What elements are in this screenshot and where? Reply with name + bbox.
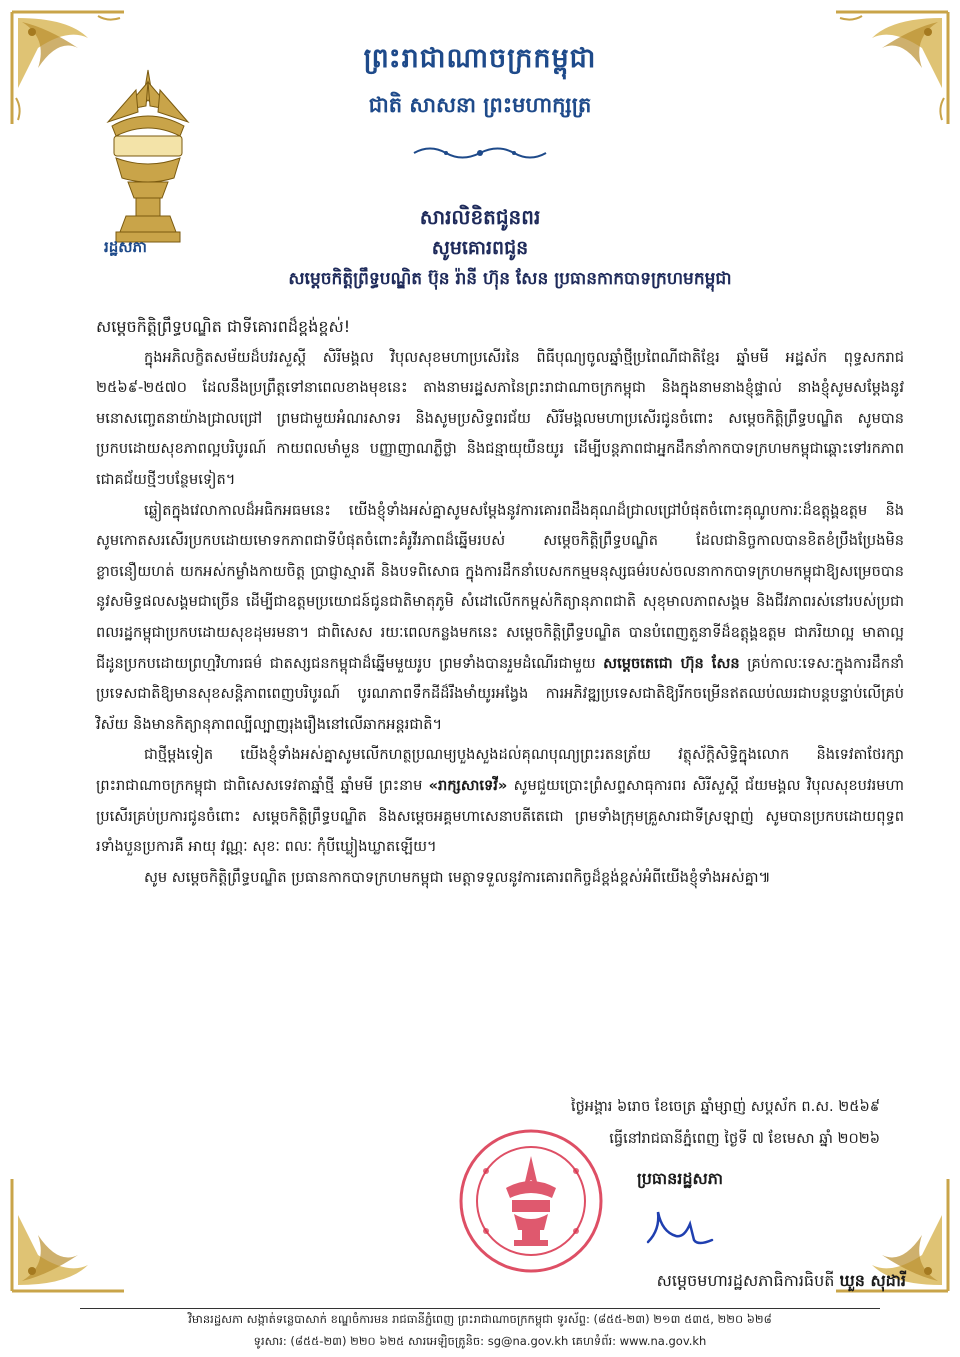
emblem-caption: រដ្ឋសភា bbox=[104, 238, 147, 256]
paragraph-3 bbox=[96, 740, 904, 862]
signatory-title: ប្រធានរដ្ឋសភា bbox=[636, 1169, 723, 1188]
corner-ornament-bottom-left bbox=[8, 1175, 128, 1295]
signatory bbox=[496, 1270, 906, 1294]
paragraph-2 bbox=[96, 496, 904, 741]
salutation: សម្តេចកិត្តិព្រឹទ្ធបណ្ឌិត ជាទីគោរពដ៏ខ្ពង់ខ្ពស់! bbox=[96, 317, 351, 336]
footer-divider bbox=[80, 1308, 880, 1309]
lunar-date: ថ្ងៃអង្គារ ៦រោច ខែចេត្រ ឆ្នាំម្សាញ់ សប្តស័ក ព.ស. ២៥៦៩ bbox=[570, 1099, 880, 1115]
signatory-name: ឃួន សុដារី bbox=[839, 1271, 906, 1290]
paragraph-2-start: ឆ្លៀតក្នុងវេលាកាលដ៏អធិកអធមនេះ យើងខ្ញុំទាំងអស់គ្នាសូមសម្តែងនូវការគោរពដឹងគុណដ៏ជ្រាលជ្រៅបំផុតចំពោះគុណូបការៈដ៏ឧត្តុង្គឧត្តម និងសូមកោតសរសើរប្រកបដោយមោទកភាពជាទីបំផុតចំពោះគំរូវីរភាពដ៏ឆ្នើមរបស់ សម្តេចកិត្តិព្រឹទ្ធបណ្ឌិត ដែលជានិច្ចកាលបានខិតខំប្រឹងប្រែងមិនខ្លាចនឿយហត់ យកអស់កម្លាំងកាយចិត្ត ប្រាជ្ញាស្មារតី និងបទពិសោធ ក្នុងការដឹកនាំបេសកកម្មមនុស្សធម៌របស់ចលនាកាកបាទក្រហមកម្ពុជាឱ្យសម្រេចបាននូវសមិទ្ធផលសង្គមជាច្រើន ដើម្បីជាឧត្តមប្រយោជន៍ជូនជាតិមាតុភូមិ សំដៅលើកកម្ពស់កិត្យានុភាពជាតិ សុខុមាលភាពសង្គម និងជីវភាពរស់នៅរបស់ប្រជាពលរដ្ឋកម្ពុជាប្រកបដោយសុខដុមរមនា។ ជាពិសេស រយៈពេលកន្លងមកនេះ សម្តេចកិត្តិព្រឹទ្ធបណ្ឌិត បានបំពេញតួនាទីដ៏ឧត្តុង្គឧត្តម ជាភរិយាល្អ មាតាល្អ ជីដូនប្រកបដោយព្រហ្មវិហារធម៌ ជាតស្សជនកម្ពុជាដ៏ឆ្នើមមួយរូប ព្រមទាំងបានរួមដំណើរជាមួយ bbox=[96, 501, 904, 672]
signatory-rank: សម្តេចមហារដ្ឋសភាធិការធិបតី bbox=[656, 1271, 835, 1290]
paragraph-2-end: គ្រប់កាលៈទេសៈក្នុងការដឹកនាំប្រទេសជាតិឱ្យមានសុខសន្តិភាពពេញបរិបូរណ៍ បូរណភាពទឹកដីដ៏រឹងមាំយូរអង្វែង ការអភិវឌ្ឍប្រទេសជាតិឱ្យរីកចម្រើនឥតឈប់ឈរជាបន្តបន្ទាប់លើគ្រប់វិស័យ និងមានកិត្យានុភាពល្បីល្បាញរុងរឿងនៅលើឆាកអន្តរជាតិ។ bbox=[96, 654, 905, 733]
handwritten-signature-icon bbox=[638, 1202, 718, 1254]
footer-contact: ទូរសារ: (៨៥៥-២៣) ២២០ ៦២៥ សារអេឡិចត្រូនិច: sg@na.gov.kh គេហទំព័រ: www.na.gov.kh bbox=[253, 1334, 707, 1348]
paragraph-2-bold: សម្តេចតេជោ ហ៊ុន សែន bbox=[603, 654, 740, 672]
paragraph-4: សូម សម្តេចកិត្តិព្រឹទ្ធបណ្ឌិត ប្រធានកាកបាទក្រហមកម្ពុជា មេត្តាទទួលនូវការគោរពកិច្ចដ៏ខ្ពង់ខ្ពស់អំពីយើងខ្ញុំទាំងអស់គ្នា៕ bbox=[144, 868, 771, 886]
paragraph-3-bold: «រាក្សសាទេវី» bbox=[428, 776, 508, 794]
letter-title: សារលិខិតជូនពរ bbox=[419, 205, 541, 229]
letter-recipient: សម្តេចកិត្តិព្រឹទ្ធបណ្ឌិត ប៊ុន រ៉ានី ហ៊ុន សែន ប្រធានកាកបាទក្រហមកម្ពុជា bbox=[288, 269, 732, 289]
footer-address: វិមានរដ្ឋសភា សង្កាត់ទន្លេបាសាក់ ខណ្ឌចំការមន រាជធានីភ្នំពេញ ព្រះរាជាណាចក្រកម្ពុជា ទូរស័ព្ទ: (៨៥៥-២៣) ២១៣ ៥៣៥, ២២០ ៦២៨ bbox=[188, 1312, 772, 1326]
tacteing-flourish-icon bbox=[410, 142, 550, 164]
letter-subtitle: សូមគោរពជូន bbox=[431, 237, 529, 259]
paragraph-3-start: ជាថ្មីម្តងទៀត យើងខ្ញុំទាំងអស់គ្នាសូមលើកហត្ថប្រណម្យបួងសួងដល់គុណបុណ្យព្រះរតនត្រ័យ វត្ថុស័ក្តិសិទ្ធិក្នុងលោក និងទេវតាថែរក្សាព្រះរាជាណាចក្រកម្ពុជា ជាពិសេសទេវតាឆ្នាំថ្មី ឆ្នាំមមី ព្រះនាម bbox=[96, 746, 904, 794]
national-motto: ជាតិ សាសនា ព្រះមហាក្សត្រ bbox=[368, 93, 592, 117]
kingdom-title: ព្រះរាជាណាចក្រកម្ពុជា bbox=[363, 43, 597, 74]
solar-date: ធ្វើនៅរាជធានីភ្នំពេញ ថ្ងៃទី ៧ ខែមេសា ឆ្នាំ ២០២៦ bbox=[609, 1131, 880, 1147]
paragraph-3-end: សូមជួយប្រោះព្រំសព្ទសាធុការពរ សិរីសួស្តី ជ័យមង្គល វិបុលសុខបវរមហាប្រសើរគ្រប់ប្រការជូនចំពោះ សម្តេចកិត្តិព្រឹទ្ធបណ្ឌិត និងសម្តេចអគ្គមហាសេនាបតីតេជោ ព្រមទាំងក្រុមគ្រួសារជាទីស្រឡាញ់ សូមបានប្រកបដោយពុទ្ធពរទាំងបួនប្រការគឺ អាយុ វណ្ណៈ សុខៈ ពលៈ កុំបីឃ្លៀងឃ្លាតឡើយ។ bbox=[96, 776, 904, 856]
paragraph-1: ក្នុងអភិលក្ខិតសម័យដ៏បវរសួស្តី សិរីមង្គល វិបុលសុខមហាប្រសើរនៃ ពិធីបុណ្យចូលឆ្នាំថ្មីប្រពៃណីជាតិខ្មែរ ឆ្នាំមមី អដ្ឋស័ក ពុទ្ធសករាជ ២៥៦៩-២៥៧០ ដែលនឹងប្រព្រឹត្តទៅនាពេលខាងមុខនេះ តាងនាមរដ្ឋសភានៃព្រះរាជាណាចក្រកម្ពុជា និងក្នុងនាមនាងខ្ញុំផ្ទាល់ នាងខ្ញុំសូមសម្តែងនូវមនោសញ្ចេតនាយ៉ាងជ្រាលជ្រៅ ព្រមជាមួយអំណរសាទរ និងសូមប្រសិទ្ធពរជ័យ សិរីមង្គលមហាប្រសើរជូនចំពោះ សម្តេចកិត្តិព្រឹទ្ធបណ្ឌិត សូមបានប្រកបដោយសុខភាពល្អបរិបូរណ៍ កាយពលមាំមួន បញ្ញាញាណភ្លឺថ្លា និងជន្មាយុយឺនយូរ ដើម្បីបន្តភាពជាអ្នកដឹកនាំកាកបាទក្រហមកម្ពុជាឆ្ពោះទៅរកភាពជោគជ័យថ្មីៗបន្ថែមទៀត។ bbox=[96, 348, 904, 488]
letter-body bbox=[96, 312, 904, 893]
